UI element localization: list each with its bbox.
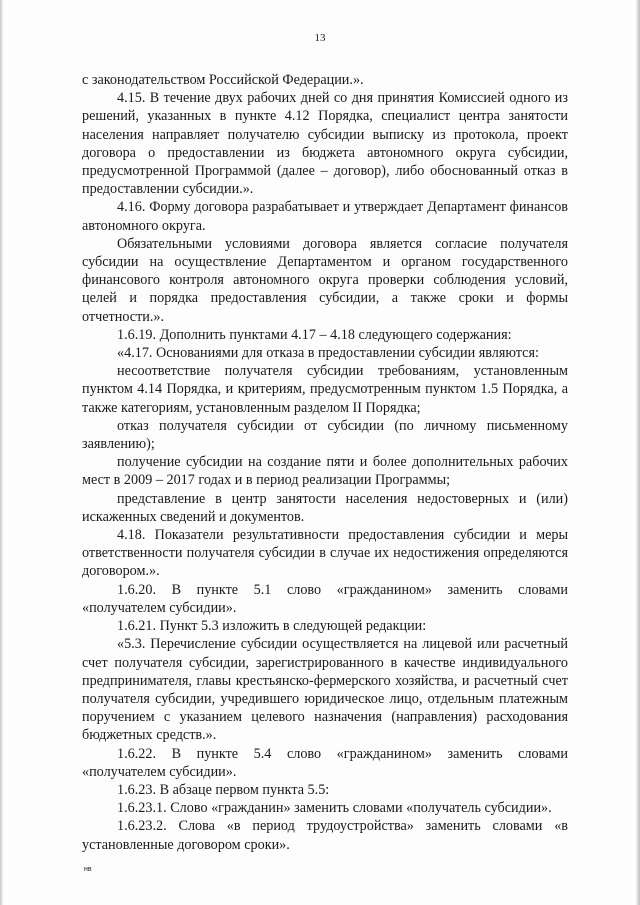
- paragraph: отказ получателя субсидии от субсидии (по личному письменному заявлению);: [82, 417, 568, 453]
- page-number: 13: [314, 32, 326, 44]
- paragraph: 1.6.23.2. Слова «в период трудоустройства» заменить словами «в установленные договором сроки».: [82, 818, 568, 853]
- paragraph: 4.16. Форму договора разрабатывает и утверждает Департамент финансов автономного округа.: [82, 199, 568, 234]
- paragraph: 4.18. Показатели результативности предоставления субсидии и меры ответственности получателя субсидии в случае их недостижения определяются договором.».: [82, 527, 568, 580]
- document-body: [82, 71, 568, 854]
- paragraph: несоответствие получателя субсидии требованиям, установленным пунктом 4.14 Порядка, и критериям, предусмотренным пунктом 1.5 Порядка, а также категориям, установленным разделом II Порядка;: [82, 363, 568, 416]
- paragraph: «5.3. Перечисление субсидии осуществляется на лицевой или расчетный счет получателя субсидии, зарегистрированного в качестве индивидуального предпринимателя, главы крестьянско-фермерского хозяйства, и расчетный счет получателя субсидии, учредившего юридическое лицо, отдельным платежным поручением с указанием целевого назначения (направления) расходования бюджетных средств.».: [82, 636, 568, 744]
- paragraph: 1.6.23. В абзаце первом пункта 5.5:: [117, 781, 330, 798]
- paragraph: 1.6.22. В пункте 5.4 слово «гражданином» заменить словами «получателем субсидии».: [82, 745, 568, 780]
- footer-mark: нв: [84, 866, 92, 873]
- paragraph: 1.6.19. Дополнить пунктами 4.17 – 4.18 следующего содержания:: [117, 326, 512, 343]
- paragraph: 1.6.23.1. Слово «гражданин» заменить словами «получатель субсидии».: [117, 800, 552, 817]
- paragraph: с законодательством Российской Федерации.».: [82, 72, 364, 88]
- paragraph: 1.6.20. В пункте 5.1 слово «гражданином» заменить словами «получателем субсидии».: [82, 581, 568, 616]
- scan-edge-left: [0, 0, 3, 905]
- paragraph: 4.15. В течение двух рабочих дней со дня принятия Комиссией одного из решений, указанных в пункте 4.12 Порядка, специалист центра занятости населения направляет получателю субсидии выписку из протокола, проект договора о предоставлении из бюджета автономного округа субсидии, предусмотренной Программой (далее – договор), либо обоснованный отказ в предоставлении субсидии.».: [82, 90, 568, 198]
- paragraph: получение субсидии на создание пяти и более дополнительных рабочих мест в 2009 – 2017 годах и в период реализации Программы;: [82, 454, 568, 489]
- scan-edge-right: [636, 0, 640, 905]
- paragraph: Обязательными условиями договора является согласие получателя субсидии на осуществление Департаментом и органом государственного финансового контроля автономного округа проверки соблюдения условий, целей и порядка предоставления субсидии, а также сроки и формы отчетности.».: [82, 235, 568, 325]
- paragraph: «4.17. Основаниями для отказа в предоставлении субсидии являются:: [117, 345, 539, 362]
- paragraph: 1.6.21. Пункт 5.3 изложить в следующей редакции:: [117, 618, 427, 635]
- paragraph: представление в центр занятости населения недостоверных и (или) искаженных сведений и документов.: [82, 490, 568, 525]
